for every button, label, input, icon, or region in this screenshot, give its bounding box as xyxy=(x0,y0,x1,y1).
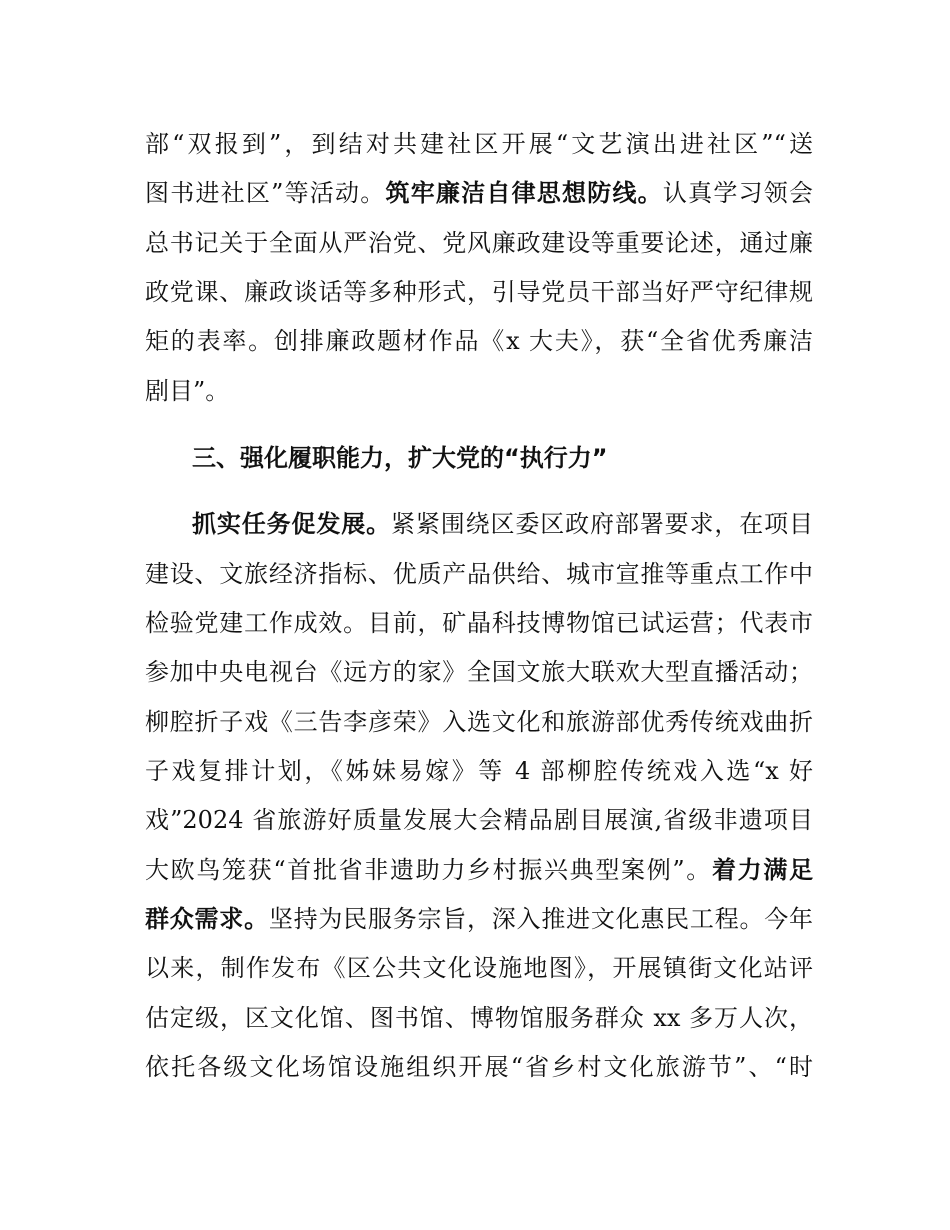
section-heading: 三、强化履职能力，扩大党的“执行力” xyxy=(192,444,608,472)
text-line: 戏”2024 省旅游好质量发展大会精品剧目展演,省级非遗项目 xyxy=(145,806,813,834)
text-line xyxy=(192,508,813,540)
bold-lead-phrase: 着力满足 xyxy=(711,856,813,884)
text-run: 大欧鸟笼获“首批省非遗助力乡村振兴典型案例”。 xyxy=(145,856,712,884)
text-run: 认真学习领会 xyxy=(662,179,813,207)
text-line xyxy=(145,177,813,209)
text-line: 估定级，区文化馆、图书馆、博物馆服务群众 xx 多万人次， xyxy=(145,1004,813,1032)
text-line xyxy=(145,854,813,886)
text-line: 子戏复排计划，《姊妹易嫁》等 4 部柳腔传统戏入选“x 好 xyxy=(145,757,813,785)
text-run: 坚持为民服务宗旨，深入推进文化惠民工程。今年 xyxy=(268,905,814,933)
text-line: 以来，制作发布《区公共文化设施地图》，开展镇街文化站评 xyxy=(145,954,813,982)
bold-lead-phrase: 群众需求。 xyxy=(145,905,269,933)
text-line: 剧目”。 xyxy=(145,377,230,405)
text-line xyxy=(145,903,813,935)
text-line: 检验党建工作成效。目前，矿晶科技博物馆已试运营；代表市 xyxy=(145,609,813,637)
text-line: 柳腔折子戏《三告李彦荣》入选文化和旅游部优秀传统戏曲折 xyxy=(145,708,813,736)
text-line: 矩的表率。创排廉政题材作品《x 大夫》，获“全省优秀廉洁 xyxy=(145,327,813,355)
text-line: 参加中央电视台《远方的家》全国文旅大联欢大型直播活动； xyxy=(145,658,813,686)
bold-lead-phrase: 筑牢廉洁自律思想防线。 xyxy=(385,179,663,207)
text-run: 紧紧围绕区委区政府部署要求，在项目 xyxy=(391,510,813,538)
text-line: 部“双报到”，到结对共建社区开展“文艺演出进社区”“送 xyxy=(145,130,813,158)
text-line: 建设、文旅经济指标、优质产品供给、城市宣推等重点工作中 xyxy=(145,560,813,588)
text-line: 依托各级文化场馆设施组织开展“省乡村文化旅游节”、“时 xyxy=(145,1053,813,1081)
text-run: 图书进社区”等活动。 xyxy=(145,179,386,207)
text-line: 政党课、廉政谈话等多种形式，引导党员干部当好严守纪律规 xyxy=(145,278,813,306)
bold-lead-phrase: 抓实任务促发展。 xyxy=(192,510,391,538)
text-line: 总书记关于全面从严治党、党风廉政建设等重要论述，通过廉 xyxy=(145,229,813,257)
